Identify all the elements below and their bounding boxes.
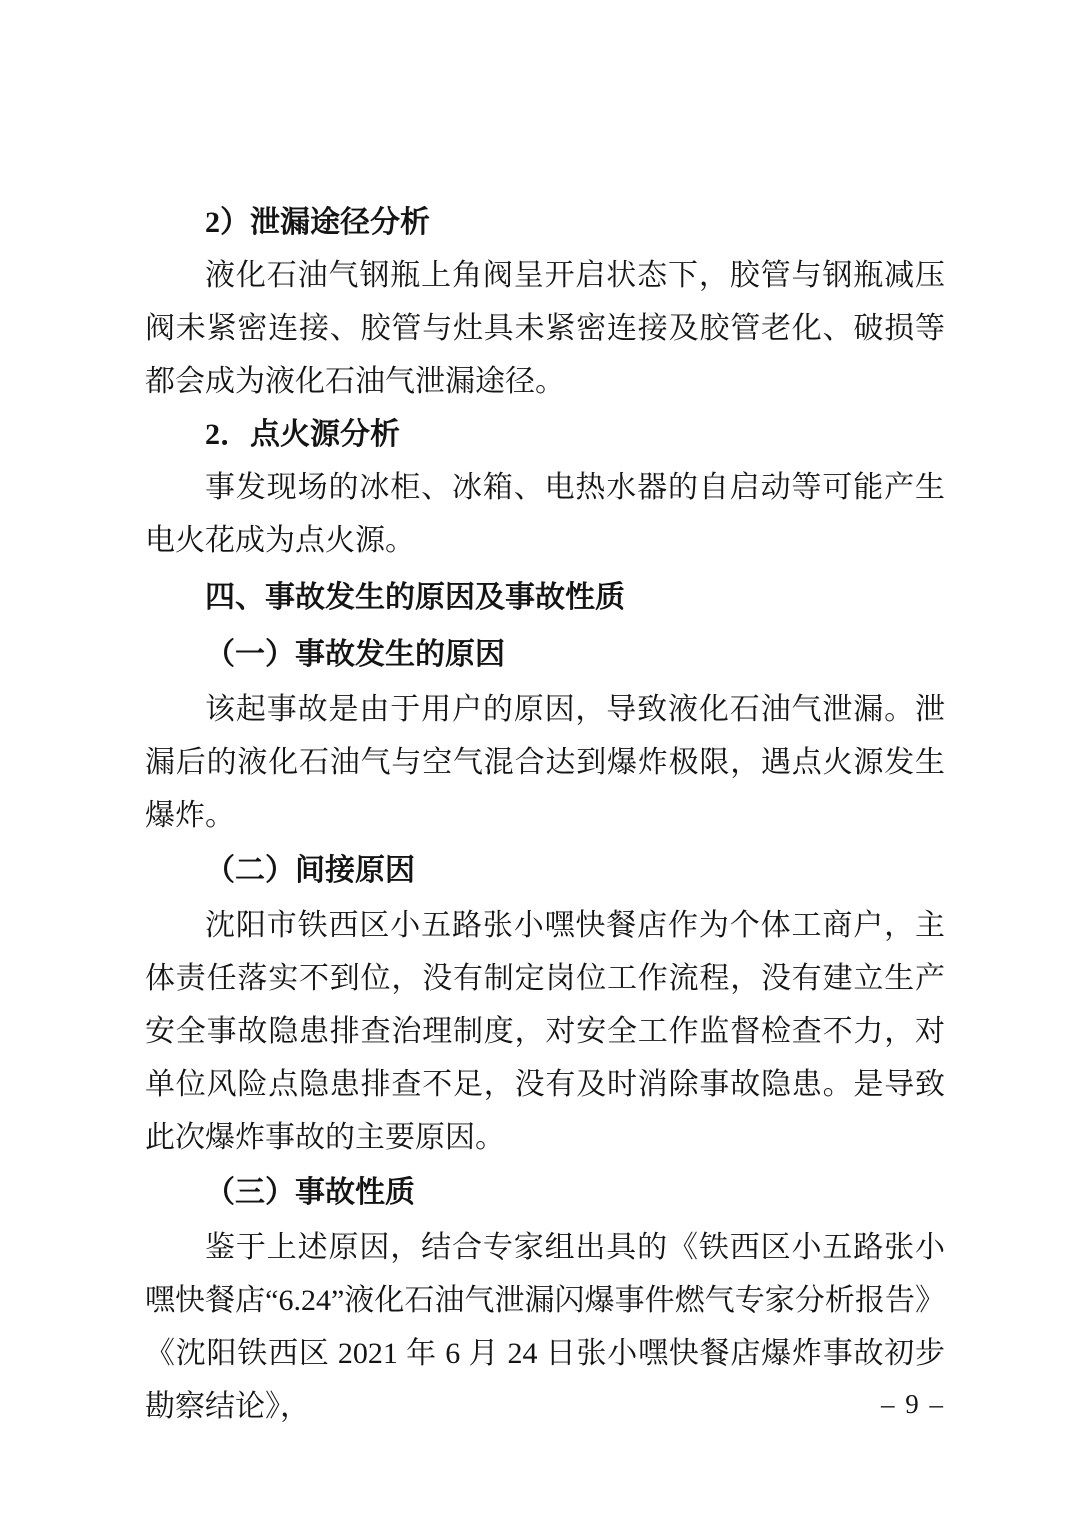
paragraph-accident-nature: 鉴于上述原因，结合专家组出具的《铁西区小五路张小嘿快餐店“6.24”液化石油气泄漏闪爆事件燃气专家分析报告》 《沈阳铁西区 2021 年 6 月 24 日张小嘿快餐店爆炸事故初步勘察结论》， [145,1231,945,1423]
page-number: – 9 – [881,1389,945,1419]
paragraph-direct-cause: 该起事故是由于用户的原因，导致液化石油气泄漏。泄漏后的液化石油气与空气混合达到爆炸极限，遇点火源发生爆炸。 [145,693,945,832]
document-body [145,196,945,1433]
paragraph-ignition-source: 事发现场的冰柜、冰箱、电热水器的自启动等可能产生电火花成为点火源。 [145,471,945,557]
heading-indirect-cause: （二）间接原因 [205,854,415,887]
heading-accident-nature: （三）事故性质 [205,1176,415,1209]
paragraph-indirect-cause: 沈阳市铁西区小五路张小嘿快餐店作为个体工商户，主体责任落实不到位，没有制定岗位工作流程，没有建立生产安全事故隐患排查治理制度，对安全工作监督检查不力，对单位风险点隐患排查不足，没有及时消除事故隐患。是导致此次爆炸事故的主要原因。 [145,909,945,1154]
heading-ignition-source-analysis: 2．点火源分析 [205,418,400,451]
heading-leak-path-analysis: 2）泄漏途径分析 [205,206,430,239]
heading-accident-cause: （一）事故发生的原因 [205,638,505,671]
heading-section-four: 四、事故发生的原因及事故性质 [205,581,625,614]
paragraph-leak-path: 液化石油气钢瓶上角阀呈开启状态下，胶管与钢瓶减压阀未紧密连接、胶管与灶具未紧密连接及胶管老化、破损等都会成为液化石油气泄漏途径。 [145,259,945,398]
